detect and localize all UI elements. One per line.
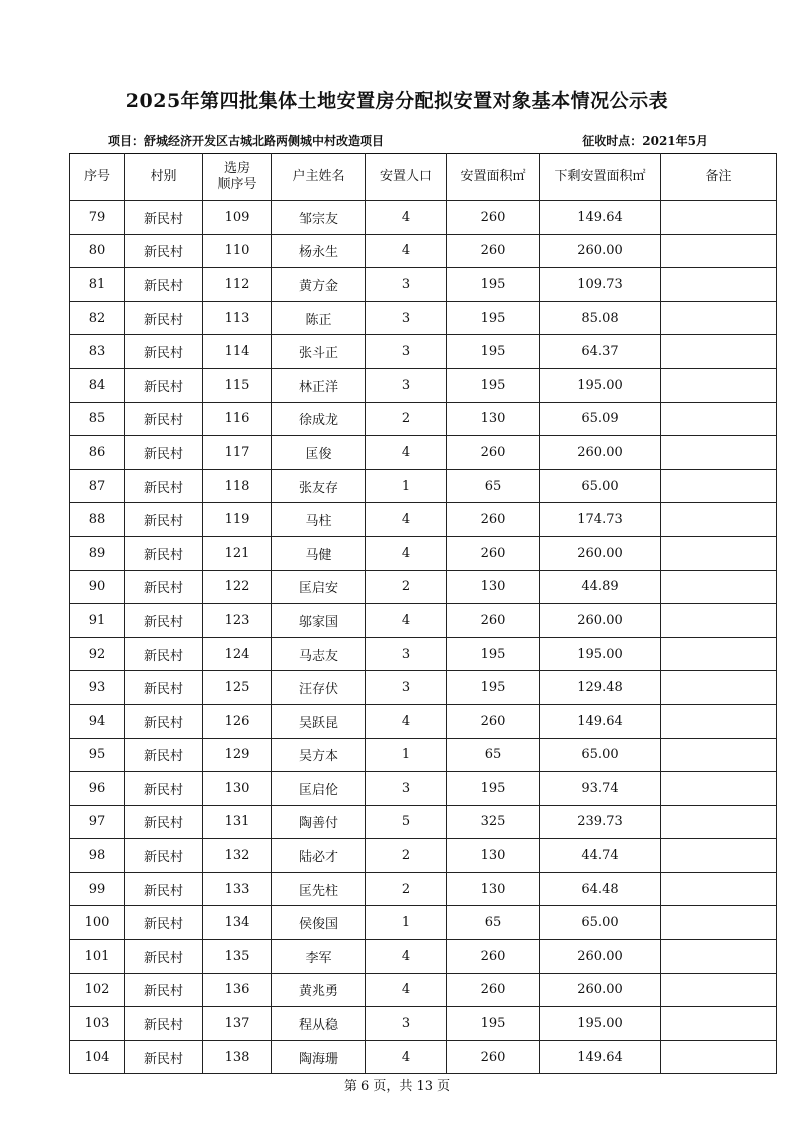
cell-remaining-area: 149.64 [540,201,661,235]
cell-population: 4 [366,604,447,638]
cell-village: 新民村 [125,738,203,772]
cell-remaining-area: 239.73 [540,805,661,839]
cell-remarks [661,368,777,402]
cell-population: 3 [366,301,447,335]
cell-selection-order: 131 [203,805,272,839]
cell-population: 1 [366,469,447,503]
cell-population: 3 [366,637,447,671]
cell-selection-order: 125 [203,671,272,705]
cell-remarks [661,872,777,906]
cell-selection-order: 137 [203,1007,272,1041]
cell-index: 88 [70,503,125,537]
cell-area: 195 [447,301,540,335]
cell-selection-order: 109 [203,201,272,235]
cell-householder: 邬家国 [272,604,366,638]
table-row [70,536,777,570]
cell-index: 95 [70,738,125,772]
cell-area: 65 [447,738,540,772]
header-area: 安置面积㎡ [447,154,540,201]
cell-selection-order: 113 [203,301,272,335]
header-householder: 户主姓名 [272,154,366,201]
cell-selection-order: 123 [203,604,272,638]
cell-village: 新民村 [125,268,203,302]
cell-area: 65 [447,906,540,940]
cell-remaining-area: 64.37 [540,335,661,369]
header-remaining-area: 下剩安置面积㎡ [540,154,661,201]
cell-remarks [661,604,777,638]
cell-remarks [661,906,777,940]
collect-time-label: 征收时点：2021年5月 [582,134,708,148]
table-row [70,637,777,671]
header-index: 序号 [70,154,125,201]
cell-index: 84 [70,368,125,402]
cell-area: 195 [447,368,540,402]
cell-householder: 匡启伦 [272,772,366,806]
cell-remarks [661,637,777,671]
cell-remaining-area: 64.48 [540,872,661,906]
cell-remaining-area: 260.00 [540,234,661,268]
table-row [70,469,777,503]
table-row [70,402,777,436]
cell-remaining-area: 149.64 [540,1040,661,1074]
cell-village: 新民村 [125,940,203,974]
cell-area: 65 [447,469,540,503]
cell-population: 1 [366,738,447,772]
cell-village: 新民村 [125,637,203,671]
table-row [70,704,777,738]
cell-householder: 程从稳 [272,1007,366,1041]
cell-remarks [661,570,777,604]
header-village: 村别 [125,154,203,201]
table-row [70,738,777,772]
cell-index: 79 [70,201,125,235]
cell-index: 97 [70,805,125,839]
table-row [70,839,777,873]
table-row [70,368,777,402]
table-row [70,1040,777,1074]
cell-index: 89 [70,536,125,570]
table-header-row [70,154,777,201]
cell-area: 260 [447,201,540,235]
cell-remaining-area: 260.00 [540,536,661,570]
cell-area: 260 [447,940,540,974]
cell-population: 3 [366,368,447,402]
cell-selection-order: 124 [203,637,272,671]
cell-village: 新民村 [125,1040,203,1074]
cell-householder: 马健 [272,536,366,570]
cell-householder: 林正洋 [272,368,366,402]
cell-remaining-area: 195.00 [540,368,661,402]
cell-area: 260 [447,436,540,470]
cell-village: 新民村 [125,671,203,705]
cell-index: 83 [70,335,125,369]
cell-village: 新民村 [125,872,203,906]
cell-remaining-area: 85.08 [540,301,661,335]
cell-householder: 李军 [272,940,366,974]
cell-remaining-area: 65.09 [540,402,661,436]
cell-index: 104 [70,1040,125,1074]
cell-remarks [661,704,777,738]
cell-remaining-area: 65.00 [540,738,661,772]
cell-remaining-area: 44.89 [540,570,661,604]
cell-remaining-area: 93.74 [540,772,661,806]
table-body [70,201,777,1074]
cell-remarks [661,738,777,772]
cell-index: 82 [70,301,125,335]
cell-population: 4 [366,704,447,738]
table-row [70,671,777,705]
cell-village: 新民村 [125,704,203,738]
cell-householder: 汪存伏 [272,671,366,705]
cell-remaining-area: 109.73 [540,268,661,302]
cell-remarks [661,335,777,369]
cell-selection-order: 130 [203,772,272,806]
cell-remarks [661,839,777,873]
header-remarks: 备注 [661,154,777,201]
cell-selection-order: 112 [203,268,272,302]
cell-index: 81 [70,268,125,302]
cell-population: 2 [366,839,447,873]
cell-remarks [661,436,777,470]
table-row [70,604,777,638]
cell-population: 2 [366,872,447,906]
table-row [70,973,777,1007]
table-row [70,201,777,235]
table-row [70,268,777,302]
cell-village: 新民村 [125,201,203,235]
cell-index: 96 [70,772,125,806]
cell-householder: 陶善付 [272,805,366,839]
cell-remarks [661,201,777,235]
cell-householder: 邹宗友 [272,201,366,235]
cell-population: 4 [366,234,447,268]
cell-index: 90 [70,570,125,604]
cell-remaining-area: 195.00 [540,637,661,671]
page-footer: 第 6 页，共 13 页 [343,1079,451,1094]
cell-remarks [661,268,777,302]
cell-selection-order: 136 [203,973,272,1007]
cell-population: 4 [366,940,447,974]
header-selection-order [203,154,272,201]
project-label: 项目：舒城经济开发区古城北路两侧城中村改造项目 [108,134,385,148]
cell-selection-order: 133 [203,872,272,906]
cell-householder: 黄方金 [272,268,366,302]
cell-village: 新民村 [125,402,203,436]
cell-selection-order: 117 [203,436,272,470]
cell-village: 新民村 [125,839,203,873]
cell-remarks [661,1007,777,1041]
cell-householder: 徐成龙 [272,402,366,436]
header-population: 安置人口 [366,154,447,201]
cell-householder: 张友存 [272,469,366,503]
cell-index: 92 [70,637,125,671]
cell-index: 86 [70,436,125,470]
cell-area: 260 [447,1040,540,1074]
cell-population: 3 [366,1007,447,1041]
cell-population: 2 [366,402,447,436]
cell-index: 100 [70,906,125,940]
cell-population: 4 [366,536,447,570]
cell-index: 101 [70,940,125,974]
cell-index: 85 [70,402,125,436]
cell-population: 4 [366,973,447,1007]
table-row [70,335,777,369]
cell-index: 99 [70,872,125,906]
cell-area: 260 [447,536,540,570]
cell-area: 195 [447,335,540,369]
cell-selection-order: 110 [203,234,272,268]
page-title: 2025年第四批集体土地安置房分配拟安置对象基本情况公示表 [125,90,669,112]
cell-population: 4 [366,1040,447,1074]
cell-remarks [661,234,777,268]
cell-selection-order: 132 [203,839,272,873]
cell-remarks [661,469,777,503]
table-row [70,940,777,974]
cell-householder: 张斗正 [272,335,366,369]
cell-population: 3 [366,671,447,705]
cell-village: 新民村 [125,906,203,940]
cell-population: 2 [366,570,447,604]
cell-population: 4 [366,503,447,537]
cell-selection-order: 138 [203,1040,272,1074]
cell-remarks [661,301,777,335]
cell-remaining-area: 65.00 [540,906,661,940]
cell-householder: 匡先柱 [272,872,366,906]
cell-remaining-area: 129.48 [540,671,661,705]
cell-population: 4 [366,201,447,235]
cell-index: 98 [70,839,125,873]
cell-village: 新民村 [125,973,203,1007]
cell-remarks [661,671,777,705]
cell-householder: 吴方本 [272,738,366,772]
cell-population: 4 [366,436,447,470]
cell-area: 130 [447,570,540,604]
cell-index: 91 [70,604,125,638]
cell-remaining-area: 195.00 [540,1007,661,1041]
cell-selection-order: 118 [203,469,272,503]
cell-remarks [661,503,777,537]
cell-village: 新民村 [125,234,203,268]
cell-area: 195 [447,1007,540,1041]
cell-village: 新民村 [125,536,203,570]
cell-remaining-area: 65.00 [540,469,661,503]
cell-village: 新民村 [125,335,203,369]
table-row [70,772,777,806]
cell-remarks [661,940,777,974]
cell-remaining-area: 260.00 [540,436,661,470]
cell-selection-order: 119 [203,503,272,537]
table-row [70,503,777,537]
cell-village: 新民村 [125,301,203,335]
cell-householder: 黄兆勇 [272,973,366,1007]
cell-householder: 匡启安 [272,570,366,604]
cell-selection-order: 135 [203,940,272,974]
cell-area: 195 [447,772,540,806]
cell-selection-order: 122 [203,570,272,604]
cell-village: 新民村 [125,570,203,604]
cell-remaining-area: 260.00 [540,973,661,1007]
cell-householder: 杨永生 [272,234,366,268]
cell-village: 新民村 [125,1007,203,1041]
cell-selection-order: 114 [203,335,272,369]
cell-area: 260 [447,704,540,738]
cell-remarks [661,772,777,806]
cell-village: 新民村 [125,805,203,839]
cell-selection-order: 116 [203,402,272,436]
cell-remarks [661,973,777,1007]
cell-remarks [661,402,777,436]
cell-area: 260 [447,234,540,268]
cell-remaining-area: 260.00 [540,940,661,974]
cell-remarks [661,805,777,839]
cell-village: 新民村 [125,368,203,402]
cell-index: 93 [70,671,125,705]
cell-index: 102 [70,973,125,1007]
table-row [70,234,777,268]
cell-householder: 匡俊 [272,436,366,470]
table-row [70,570,777,604]
cell-selection-order: 115 [203,368,272,402]
cell-index: 80 [70,234,125,268]
cell-area: 130 [447,872,540,906]
cell-index: 103 [70,1007,125,1041]
cell-area: 325 [447,805,540,839]
cell-index: 87 [70,469,125,503]
cell-householder: 陆必才 [272,839,366,873]
cell-area: 195 [447,637,540,671]
cell-area: 130 [447,839,540,873]
cell-village: 新民村 [125,604,203,638]
cell-selection-order: 134 [203,906,272,940]
cell-selection-order: 126 [203,704,272,738]
cell-householder: 马柱 [272,503,366,537]
cell-population: 3 [366,268,447,302]
table-row [70,1007,777,1041]
cell-area: 195 [447,268,540,302]
cell-population: 5 [366,805,447,839]
cell-remarks [661,1040,777,1074]
header-selection-order-line1: 选房 [223,161,250,176]
cell-area: 260 [447,503,540,537]
cell-remaining-area: 149.64 [540,704,661,738]
cell-village: 新民村 [125,503,203,537]
cell-householder: 陶海珊 [272,1040,366,1074]
cell-index: 94 [70,704,125,738]
cell-remaining-area: 260.00 [540,604,661,638]
cell-village: 新民村 [125,469,203,503]
cell-population: 3 [366,772,447,806]
table-row [70,805,777,839]
cell-selection-order: 121 [203,536,272,570]
table-row [70,436,777,470]
cell-area: 260 [447,604,540,638]
cell-area: 195 [447,671,540,705]
cell-village: 新民村 [125,436,203,470]
header-selection-order-line2: 顺序号 [217,177,257,192]
cell-remaining-area: 174.73 [540,503,661,537]
cell-village: 新民村 [125,772,203,806]
cell-selection-order: 129 [203,738,272,772]
cell-householder: 侯俊国 [272,906,366,940]
table-row [70,906,777,940]
cell-area: 260 [447,973,540,1007]
resettlement-table [69,153,777,1074]
cell-population: 1 [366,906,447,940]
cell-remaining-area: 44.74 [540,839,661,873]
cell-area: 130 [447,402,540,436]
cell-population: 3 [366,335,447,369]
cell-remarks [661,536,777,570]
cell-householder: 陈正 [272,301,366,335]
table-row [70,872,777,906]
table-row [70,301,777,335]
cell-householder: 马志友 [272,637,366,671]
cell-householder: 吴跃昆 [272,704,366,738]
